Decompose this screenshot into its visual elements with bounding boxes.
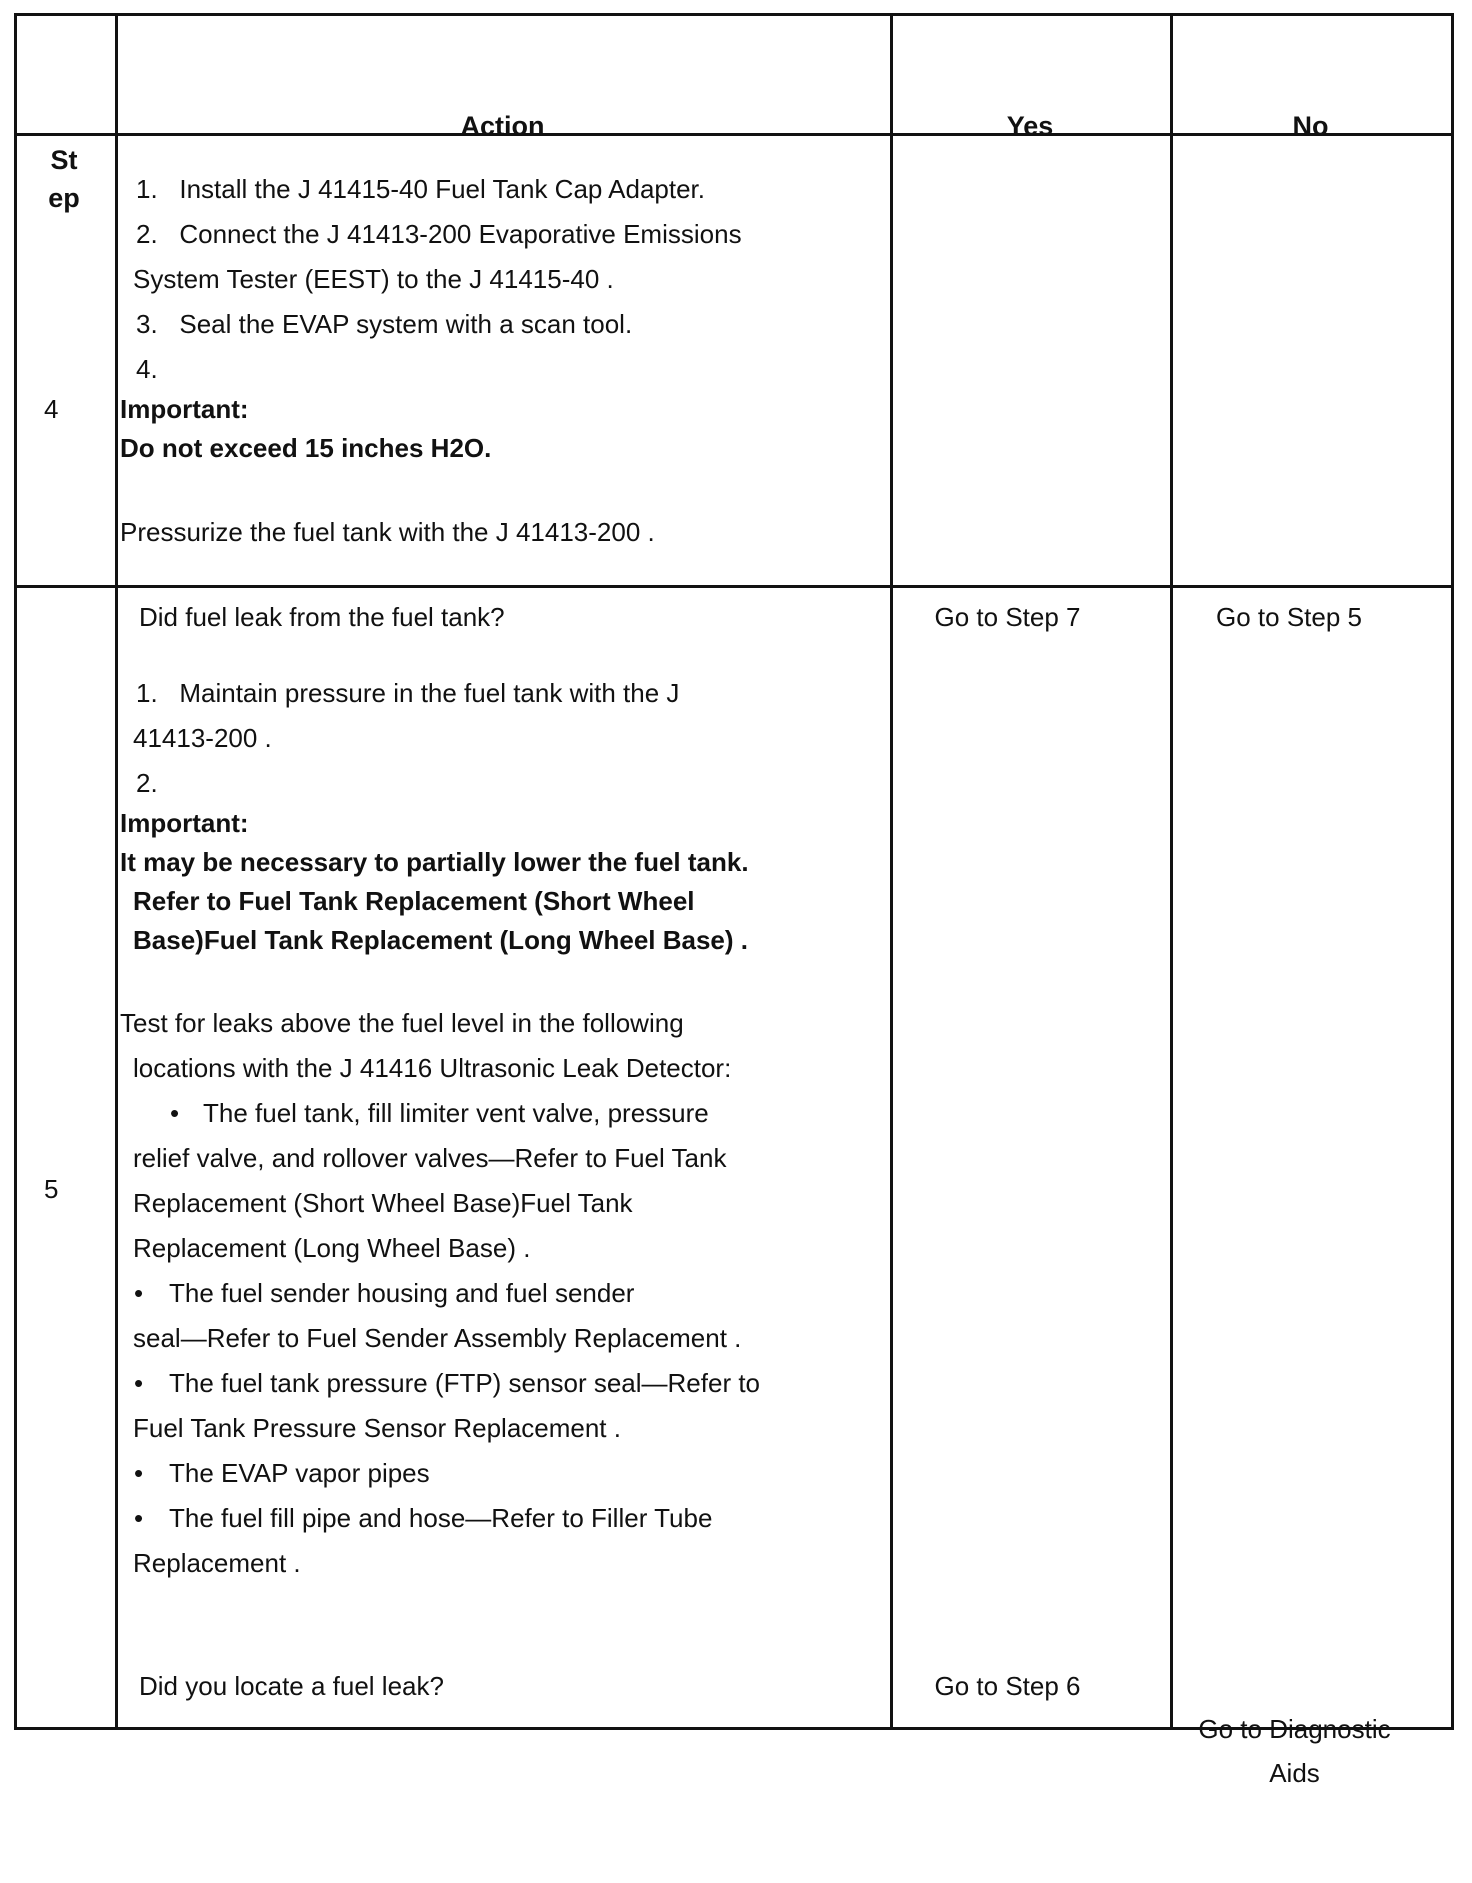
list-item: 41413-200 . bbox=[133, 723, 272, 753]
column-divider-yes bbox=[1170, 13, 1173, 1730]
bullet-item: Fuel Tank Pressure Sensor Replacement . bbox=[133, 1413, 621, 1443]
bullet-item: relief valve, and rollover valves—Refer to Fuel Tank bbox=[133, 1143, 727, 1173]
header-no: No bbox=[1292, 111, 1329, 141]
bullet-icon: • bbox=[134, 1503, 144, 1533]
list-item: System Tester (EEST) to the J 41415-40 . bbox=[133, 264, 614, 294]
bullet-item: The EVAP vapor pipes bbox=[169, 1458, 430, 1488]
important-label: Important: bbox=[120, 394, 249, 424]
list-item: 3. Seal the EVAP system with a scan tool. bbox=[136, 309, 633, 339]
important-label: Important: bbox=[120, 808, 249, 838]
list-item: 1. Install the J 41415-40 Fuel Tank Cap Adapter. bbox=[136, 174, 706, 204]
bullet-item: Replacement (Long Wheel Base) . bbox=[133, 1233, 531, 1263]
question-text: Did fuel leak from the fuel tank? bbox=[139, 602, 505, 632]
bullet-icon: • bbox=[134, 1368, 144, 1398]
bullet-item: The fuel tank, fill limiter vent valve, pressure bbox=[203, 1098, 709, 1128]
yes-result: Go to Step 7 bbox=[934, 602, 1081, 632]
bullet-item: seal—Refer to Fuel Sender Assembly Replacement . bbox=[133, 1323, 742, 1353]
diagnostic-table bbox=[14, 13, 1454, 1788]
table-border-top bbox=[14, 13, 1454, 16]
bullet-icon: • bbox=[170, 1098, 180, 1128]
instruction-text: Test for leaks above the fuel level in the following bbox=[120, 1008, 684, 1038]
column-divider-step bbox=[115, 13, 118, 1730]
table-border-right bbox=[1451, 13, 1454, 1730]
list-item: 1. Maintain pressure in the fuel tank with the J bbox=[136, 678, 680, 708]
bullet-item: The fuel tank pressure (FTP) sensor seal—Refer to bbox=[169, 1368, 761, 1398]
instruction-text: Pressurize the fuel tank with the J 41413-200 . bbox=[120, 517, 655, 547]
list-item: 4. bbox=[136, 354, 158, 384]
header-step: St ep bbox=[48, 145, 80, 213]
bullet-icon: • bbox=[134, 1458, 144, 1488]
bullet-item: The fuel sender housing and fuel sender bbox=[169, 1278, 635, 1308]
list-item: 2. Connect the J 41413-200 Evaporative Emissions bbox=[136, 219, 742, 249]
list-item: 2. bbox=[136, 768, 158, 798]
row-divider bbox=[14, 585, 1454, 588]
yes-result: Go to Step 6 bbox=[934, 1671, 1081, 1701]
no-result: Go to Diagnostic Aids bbox=[1198, 1714, 1391, 1788]
important-text: Refer to Fuel Tank Replacement (Short Wheel bbox=[133, 886, 695, 916]
header-action: Action bbox=[460, 111, 545, 141]
important-text: Do not exceed 15 inches H2O. bbox=[120, 433, 492, 463]
column-divider-action bbox=[890, 13, 893, 1730]
instruction-text: locations with the J 41416 Ultrasonic Leak Detector: bbox=[133, 1053, 732, 1083]
table-border-left bbox=[14, 13, 17, 1730]
bullet-item: Replacement . bbox=[133, 1548, 301, 1578]
no-result: Go to Step 5 bbox=[1216, 602, 1362, 632]
step-number: 4 bbox=[44, 394, 59, 424]
bullet-item: The fuel fill pipe and hose—Refer to Filler Tube bbox=[169, 1503, 713, 1533]
important-text: Base)Fuel Tank Replacement (Long Wheel Base) . bbox=[133, 925, 748, 955]
header-yes: Yes bbox=[1006, 111, 1054, 141]
important-text: It may be necessary to partially lower the fuel tank. bbox=[120, 847, 749, 877]
bullet-icon: • bbox=[134, 1278, 144, 1308]
question-text: Did you locate a fuel leak? bbox=[139, 1671, 444, 1701]
bullet-item: Replacement (Short Wheel Base)Fuel Tank bbox=[133, 1188, 633, 1218]
step-number: 5 bbox=[44, 1174, 59, 1204]
